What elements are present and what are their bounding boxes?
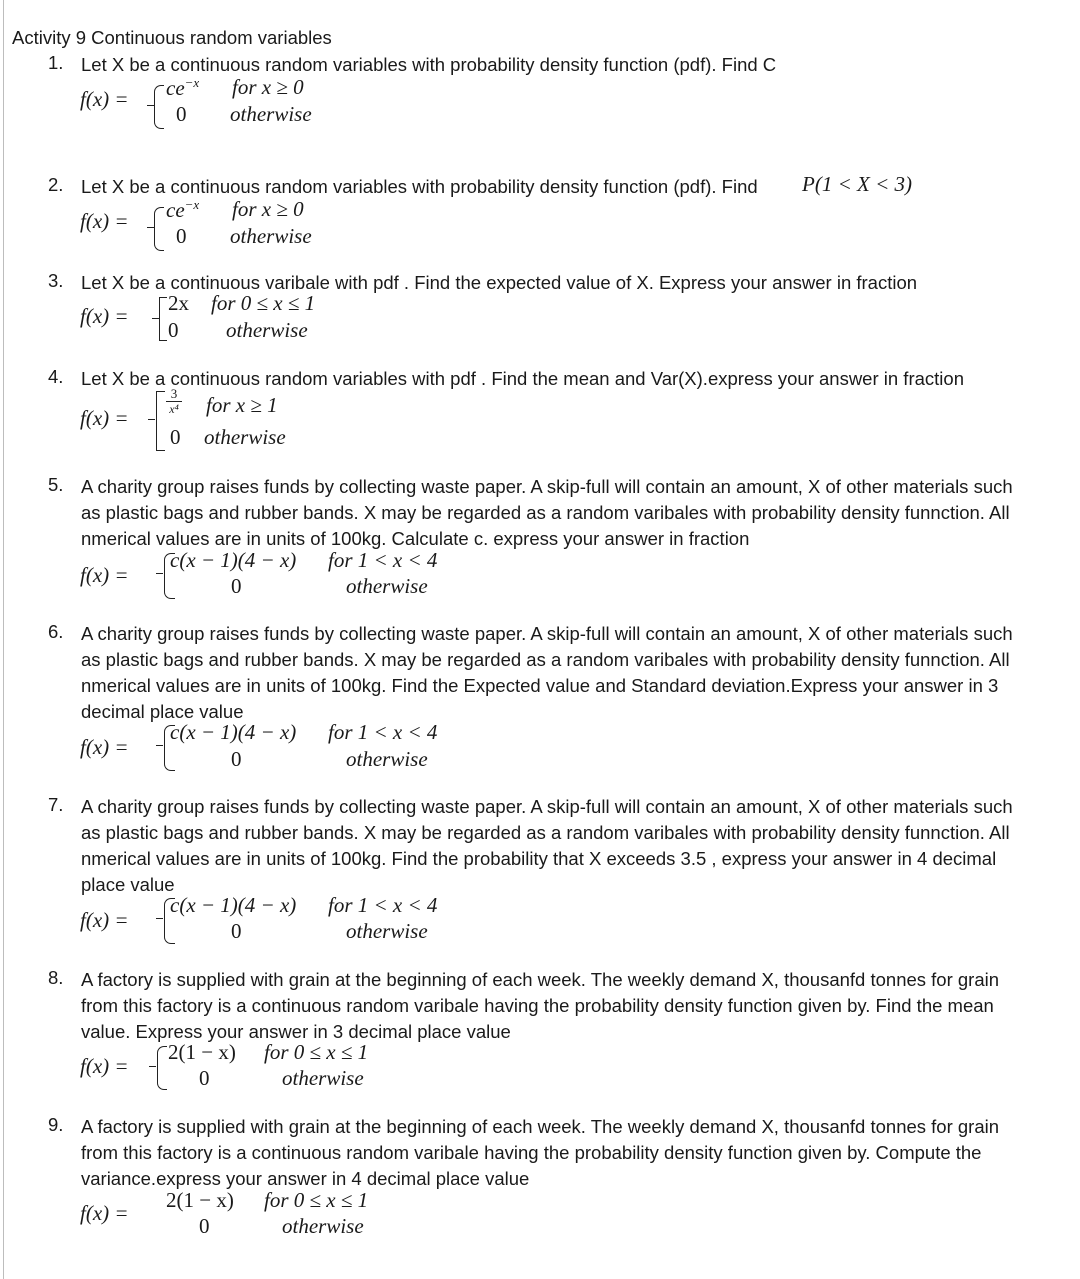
cases-brace-tip: [147, 227, 154, 228]
case-1-fraction: [166, 388, 182, 415]
case-2-condition: otherwise: [282, 1214, 364, 1238]
case-1-value: 2(1 − x): [168, 1040, 236, 1064]
fraction-numerator: 3: [170, 386, 178, 401]
question-text: A charity group raises funds by collecting waste paper. A skip-full will contain an amount, X of other materials such as plastic bags and rubber bands. X may be regarded as a random varibales with probability density funnction. All nmerical values are in units of 100kg. Find the probability that X exceeds 3.5 , express your answer in 4 decimal place value: [81, 796, 1013, 895]
case-2-condition: otherwise: [282, 1066, 364, 1090]
case-2-condition: otherwise: [346, 919, 428, 943]
case-2-condition: otherwise: [226, 318, 308, 342]
case-1-value: c(x − 1)(4 − x): [170, 720, 297, 744]
case-2-value: 0: [199, 1066, 210, 1090]
question-number: 6.: [48, 621, 64, 642]
function-label: f(x) =: [80, 563, 129, 587]
probability-expression: P(1 < X < 3): [802, 172, 912, 196]
question-number: 4.: [48, 366, 64, 387]
question-number: 1.: [48, 52, 64, 73]
case-1-value: c(x − 1)(4 − x): [170, 893, 297, 917]
question-text: Let X be a continuous random variables with probability density function (pdf). Find C: [81, 54, 777, 75]
case-2-condition: otherwise: [204, 425, 286, 449]
cases-brace-tip: [156, 918, 163, 919]
question-text: Let X be a continuous varibale with pdf . Find the expected value of X. Express your answer in fraction: [81, 272, 918, 293]
case-1-condition: for x ≥ 1: [206, 393, 278, 417]
question-text: A charity group raises funds by collecting waste paper. A skip-full will contain an amount, X of other materials such as plastic bags and rubber bands. X may be regarded as a random varibales with probability density funnction. All nmerical values are in units of 100kg. Find the Expected value and Standard deviation.Express your answer in 3 decimal place value: [81, 623, 1013, 722]
question-text: Let X be a continuous random variables with pdf . Find the mean and Var(X).express your answer in fraction: [81, 368, 964, 389]
question-number: 2.: [48, 174, 64, 195]
case-2-value: 0: [176, 224, 187, 248]
case-1-condition: for 0 ≤ x ≤ 1: [264, 1040, 369, 1064]
question-number: 5.: [48, 474, 64, 495]
cases-brace-tip: [156, 573, 163, 574]
case-2-condition: otherwise: [230, 224, 312, 248]
case-1-condition: for 0 ≤ x ≤ 1: [211, 291, 316, 315]
function-label: f(x) =: [80, 209, 129, 233]
question-number: 9.: [48, 1114, 64, 1135]
case-2-value: 0: [168, 318, 179, 342]
case-2-value: 0: [199, 1214, 210, 1238]
cases-brace-tip: [156, 745, 163, 746]
function-label: f(x) =: [80, 304, 129, 328]
case-1-condition: for 1 < x < 4: [328, 720, 438, 744]
case-1-value: c(x − 1)(4 − x): [170, 548, 297, 572]
function-label: f(x) =: [80, 735, 129, 759]
cases-brace: [157, 1046, 167, 1090]
question-text: A factory is supplied with grain at the beginning of each week. The weekly demand X, thousanfd tonnes for grain from this factory is a continuous random varibale having the probability density function given by. Compute the variance.express your answer in 4 decimal place value: [81, 1116, 1000, 1189]
case-2-value: 0: [231, 574, 242, 598]
question-text: Let X be a continuous random variables with probability density function (pdf). Find: [81, 176, 758, 197]
cases-brace-tip: [152, 318, 159, 319]
question-number: 7.: [48, 794, 64, 815]
page-left-edge: [3, 0, 4, 1279]
case-2-value: 0: [231, 919, 242, 943]
question-text: A factory is supplied with grain at the beginning of each week. The weekly demand X, thousanfd tonnes for grain from this factory is a continuous random varibale having the probability density function given by. Find the mean value. Express your answer in 3 decimal place value: [81, 969, 1000, 1042]
case-1-value: 2x: [168, 291, 189, 315]
case-2-value: 0: [170, 425, 181, 449]
case-2-condition: otherwise: [346, 747, 428, 771]
case-1-value: $ce^{-x}$: [166, 197, 200, 222]
question-number: 3.: [48, 270, 64, 291]
case-2-value: 0: [231, 747, 242, 771]
question-text: A charity group raises funds by collecting waste paper. A skip-full will contain an amount, X of other materials such as plastic bags and rubber bands. X may be regarded as a random varibales with probability density funnction. All nmerical values are in units of 100kg. Calculate c. express your answer in fraction: [81, 476, 1013, 549]
cases-brace-tip: [148, 419, 155, 420]
case-1-condition: for 0 ≤ x ≤ 1: [264, 1188, 369, 1212]
case-1-condition: for 1 < x < 4: [328, 548, 438, 572]
case-2-condition: otherwise: [230, 102, 312, 126]
function-label: f(x) =: [80, 1054, 129, 1078]
case-1-condition: for x ≥ 0: [232, 75, 304, 99]
case-1-condition: for x ≥ 0: [232, 197, 304, 221]
case-1-value: $ce^{-x}$: [166, 75, 200, 100]
fraction-denominator: x⁴: [169, 402, 179, 416]
cases-brace-tip: [147, 105, 154, 106]
case-2-value: 0: [176, 102, 187, 126]
cases-brace: [159, 297, 167, 341]
case-2-condition: otherwise: [346, 574, 428, 598]
function-label: f(x) =: [80, 908, 129, 932]
function-label: f(x) =: [80, 1201, 129, 1225]
case-1-condition: for 1 < x < 4: [328, 893, 438, 917]
function-label: f(x) =: [80, 87, 129, 111]
page-title: Activity 9 Continuous random variables: [12, 27, 332, 48]
cases-brace: [154, 85, 164, 129]
cases-brace-tip: [149, 1066, 156, 1067]
case-1-value: 2(1 − x): [166, 1188, 234, 1212]
cases-brace: [156, 391, 165, 451]
question-number: 8.: [48, 967, 64, 988]
cases-brace: [154, 207, 164, 251]
function-label: f(x) =: [80, 406, 129, 430]
